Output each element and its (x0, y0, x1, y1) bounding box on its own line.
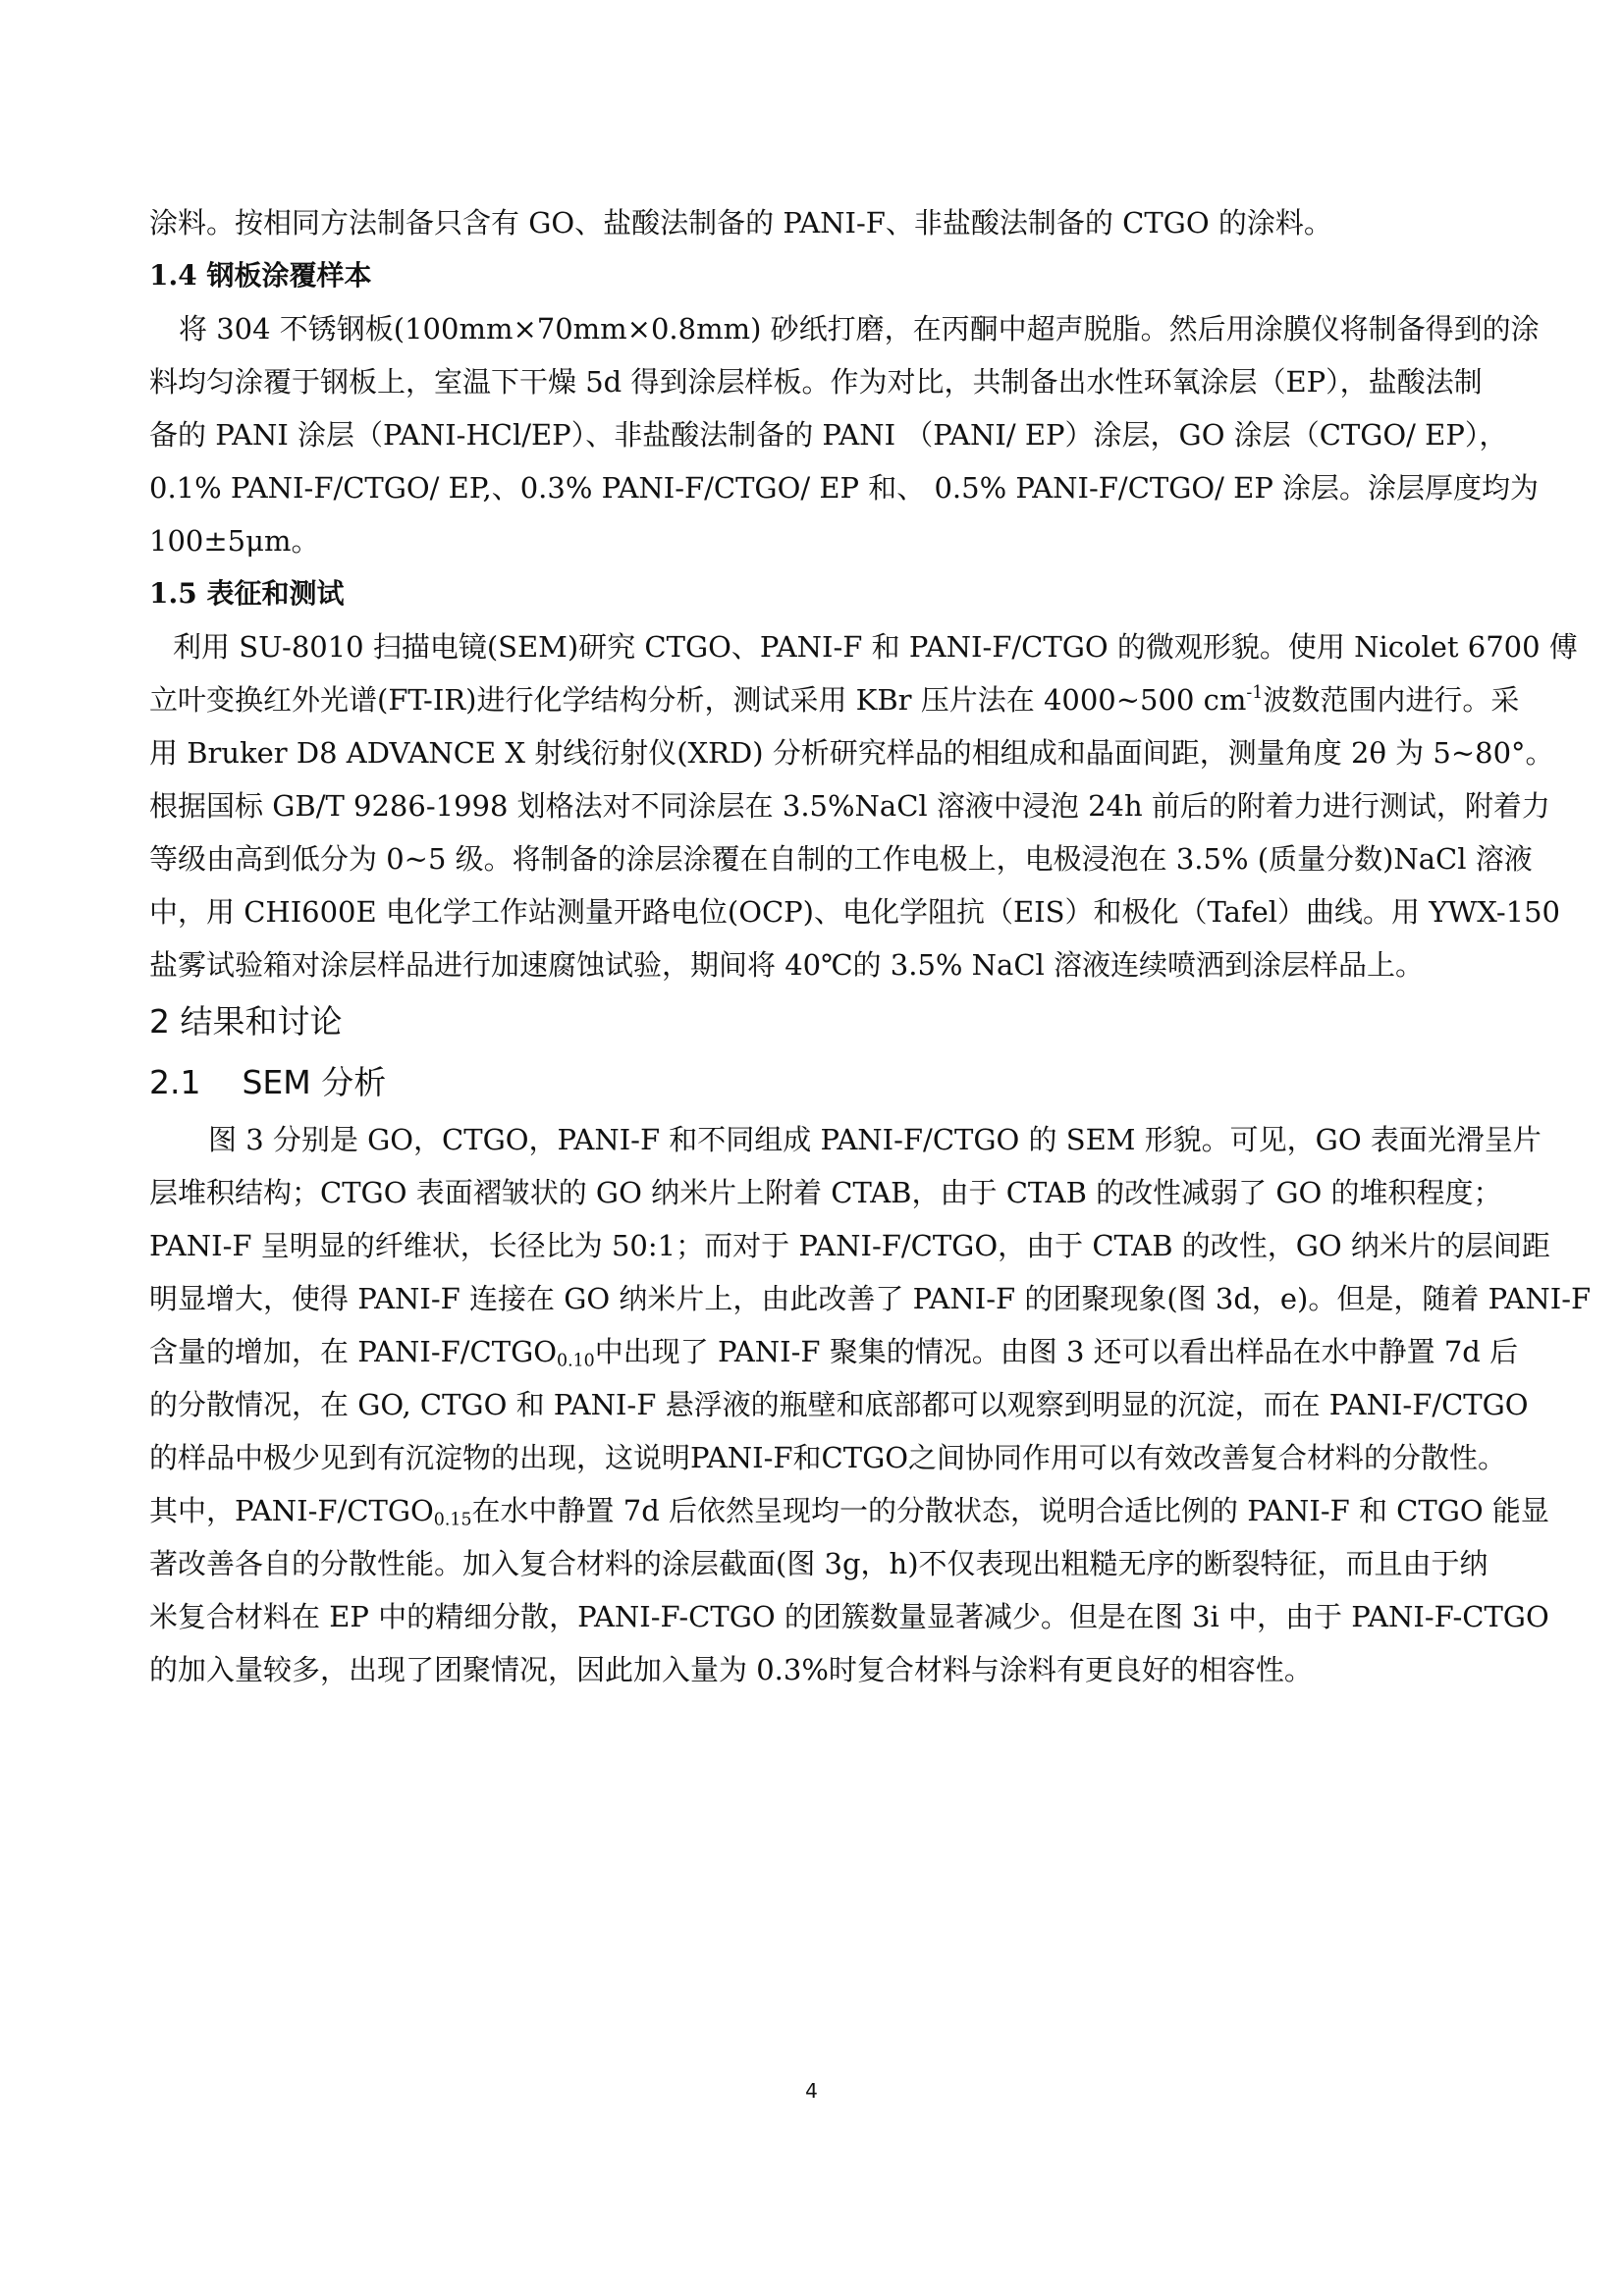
paragraph-line: 0.1% PANI-F/CTGO/ EP,、0.3% PANI-F/CTGO/ EP 和、 0.5% PANI-F/CTGO/ EP 涂层。涂层厚度均为 (149, 471, 1540, 505)
paragraph-line (149, 1325, 1519, 1378)
paragraph-line: 根据国标 GB/T 9286-1998 划格法对不同涂层在 3.5%NaCl 溶液中浸泡 24h 前后的附着力进行测试，附着力 (149, 789, 1550, 823)
paragraph-line (149, 673, 1520, 726)
paragraph-line: 图 3 分别是 GO，CTGO，PANI-F 和不同组成 PANI-F/CTGO 的 SEM 形貌。可见，GO 表面光滑呈片 (208, 1123, 1542, 1156)
paragraph-line: 料均匀涂覆于钢板上，室温下干燥 5d 得到涂层样板。作为对比，共制备出水性环氧涂层（EP），盐酸法制 (149, 365, 1483, 399)
text-run: 其中，PANI-F/CTGO (149, 1494, 434, 1527)
paragraph-line: 明显增大，使得 PANI-F 连接在 GO 纳米片上，由此改善了 PANI-F 的团聚现象(图 3d，e)。但是，随着 PANI-F (149, 1282, 1592, 1315)
paragraph-line: 100±5μm。 (149, 524, 320, 558)
section-heading-1-5: 1.5 表征和测试 (149, 577, 345, 610)
section-heading-2-1: 2.1 SEM 分析 (149, 1063, 387, 1101)
paragraph-line: 的分散情况，在 GO, CTGO 和 PANI-F 悬浮液的瓶壁和底部都可以观察到明显的沉淀，而在 PANI-F/CTGO (149, 1388, 1529, 1421)
paragraph-line: PANI-F 呈明显的纤维状，长径比为 50:1；而对于 PANI-F/CTGO，由于 CTAB 的改性，GO 纳米片的层间距 (149, 1229, 1550, 1262)
section-heading-1-4: 1.4 钢板涂覆样本 (149, 259, 372, 292)
text-run: 含量的增加，在 PANI-F/CTGO (149, 1335, 558, 1368)
superscript: -1 (1246, 682, 1264, 703)
paragraph-line: 著改善各自的分散性能。加入复合材料的涂层截面(图 3g，h)不仅表现出粗糙无序的断裂特征，而且由于纳 (149, 1547, 1488, 1580)
text-run: 立叶变换红外光谱(FT-IR)进行化学结构分析，测试采用 KBr 压片法在 4000~500 cm (149, 683, 1247, 717)
text-run: 在水中静置 7d 后依然呈现均一的分散状态，说明合适比例的 PANI-F 和 CTGO 能显 (471, 1494, 1549, 1527)
paragraph-line: 中，用 CHI600E 电化学工作站测量开路电位(OCP)、电化学阻抗（EIS）和极化（Tafel）曲线。用 YWX-150 (149, 895, 1560, 929)
paragraph-line: 等级由高到低分为 0~5 级。将制备的涂层涂覆在自制的工作电极上，电极浸泡在 3.5% (质量分数)NaCl 溶液 (149, 842, 1533, 876)
paragraph-line: 备的 PANI 涂层（PANI-HCl/EP）、非盐酸法制备的 PANI （PANI/ EP）涂层，GO 涂层（CTGO/ EP）， (149, 418, 1508, 452)
subscript: 0.15 (433, 1510, 472, 1530)
document-body (149, 196, 1592, 1696)
paragraph-line: 层堆积结构；CTGO 表面褶皱状的 GO 纳米片上附着 CTAB，由于 CTAB 的改性减弱了 GO 的堆积程度； (149, 1176, 1502, 1209)
subscript: 0.10 (557, 1351, 595, 1371)
paragraph-line (149, 1484, 1549, 1537)
paragraph-line: 的加入量较多，出现了团聚情况，因此加入量为 0.3%时复合材料与涂料有更良好的相容性。 (149, 1653, 1313, 1686)
text-run: 中出现了 PANI-F 聚集的情况。由图 3 还可以看出样品在水中静置 7d 后 (594, 1335, 1519, 1368)
paragraph-line: 盐雾试验箱对涂层样品进行加速腐蚀试验，期间将 40℃的 3.5% NaCl 溶液连续喷洒到涂层样品上。 (149, 948, 1425, 982)
paragraph-line: 用 Bruker D8 ADVANCE X 射线衍射仪(XRD) 分析研究样品的相组成和晶面间距，测量角度 2θ 为 5~80°。 (149, 736, 1554, 770)
paragraph-line: 将 304 不锈钢板(100mm×70mm×0.8mm) 砂纸打磨，在丙酮中超声脱脂。然后用涂膜仪将制备得到的涂 (179, 312, 1540, 346)
paragraph-line: 涂料。按相同方法制备只含有 GO、盐酸法制备的 PANI-F、非盐酸法制备的 CTGO 的涂料。 (149, 206, 1332, 240)
section-heading-2: 2 结果和讨论 (149, 1002, 343, 1041)
text-run: 波数范围内进行。采 (1263, 683, 1520, 717)
paragraph-line: 利用 SU-8010 扫描电镜(SEM)研究 CTGO、PANI-F 和 PANI-F/CTGO 的微观形貌。使用 Nicolet 6700 傅 (173, 630, 1578, 664)
page-number: 4 (805, 2079, 818, 2103)
paragraph-line: 米复合材料在 EP 中的精细分散，PANI-F-CTGO 的团簇数量显著减少。但是在图 3i 中，由于 PANI-F-CTGO (149, 1600, 1549, 1633)
paragraph-line: 的样品中极少见到有沉淀物的出现，这说明PANI-F和CTGO之间协同作用可以有效改善复合材料的分散性。 (149, 1441, 1507, 1474)
